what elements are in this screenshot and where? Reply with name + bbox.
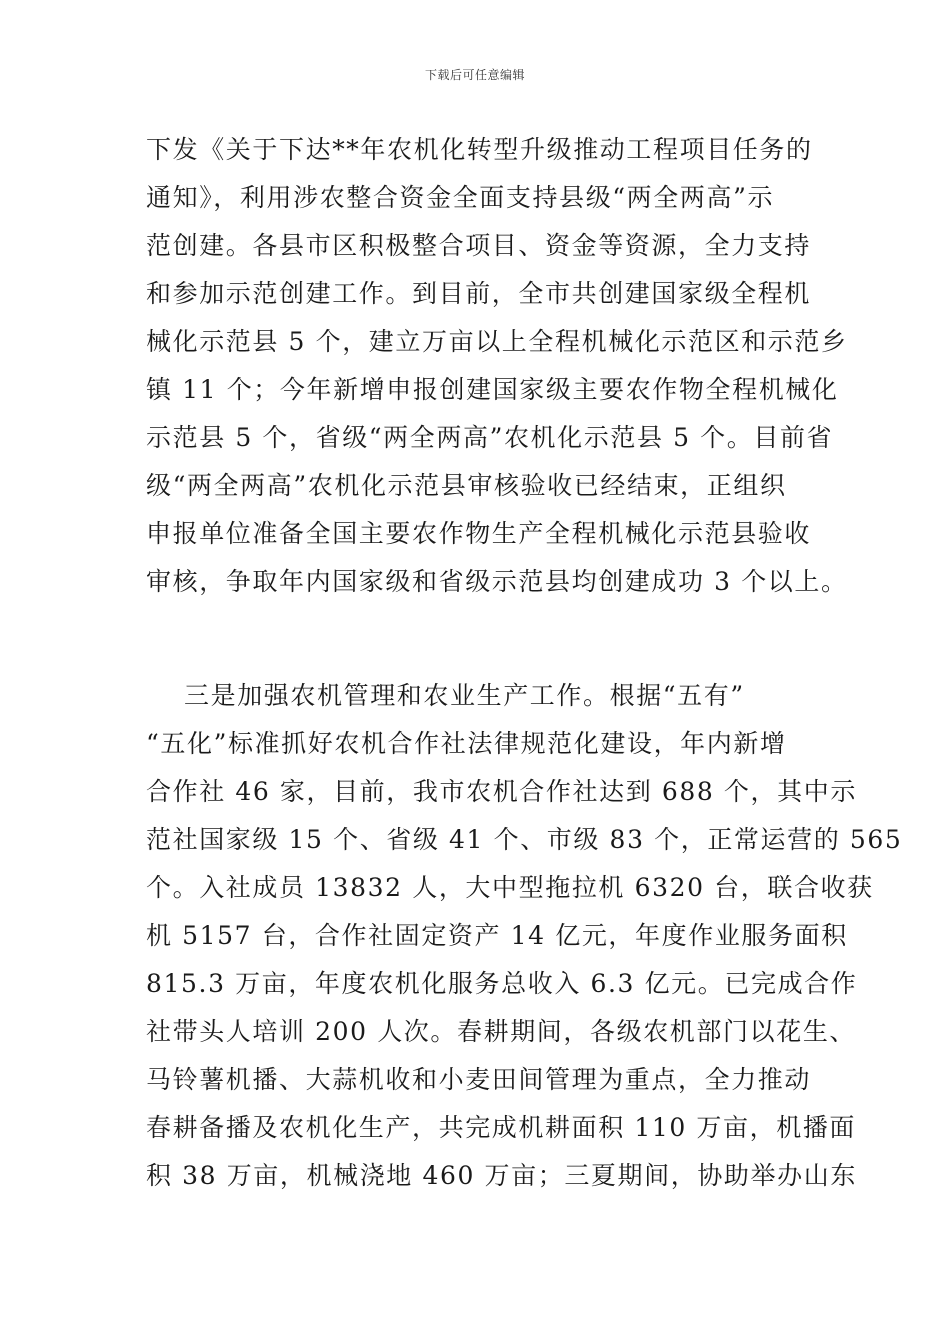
text-line: 815.3 万亩，年度农机化服务总收入 6.3 亿元。已完成合作	[146, 969, 858, 998]
text-line: 审核，争取年内国家级和省级示范县均创建成功 3 个以上。	[146, 567, 848, 596]
text-line: 三是加强农机管理和农业生产工作。根据“五有”	[184, 681, 745, 710]
text-line: 示范县 5 个，省级“两全两高”农机化示范县 5 个。目前省	[146, 423, 834, 452]
text-line: “五化”标准抓好农机合作社法律规范化建设，年内新增	[146, 729, 787, 758]
text-line: 下发《关于下达**年农机化转型升级推动工程项目任务的	[146, 135, 813, 164]
text-line: 级“两全两高”农机化示范县审核验收已经结束，正组织	[146, 471, 787, 500]
text-line: 范创建。各县市区积极整合项目、资金等资源，全力支持	[146, 231, 812, 260]
text-line: 通知》，利用涉农整合资金全面支持县级“两全两高”示	[146, 183, 775, 212]
text-line: 春耕备播及农机化生产，共完成机耕面积 110 万亩，机播面	[146, 1113, 857, 1142]
text-line: 合作社 46 家，目前，我市农机合作社达到 688 个，其中示	[146, 777, 857, 806]
text-line: 个。入社成员 13832 人，大中型拖拉机 6320 台，联合收获	[146, 873, 874, 902]
paragraph-2	[146, 672, 903, 1200]
text-line: 机 5157 台，合作社固定资产 14 亿元，年度作业服务面积	[146, 921, 848, 950]
text-line: 和参加示范创建工作。到目前，全市共创建国家级全程机	[146, 279, 812, 308]
text-line: 马铃薯机播、大蒜机收和小麦田间管理为重点，全力推动	[146, 1065, 812, 1094]
text-line: 械化示范县 5 个，建立万亩以上全程机械化示范区和示范乡	[146, 327, 848, 356]
text-line: 申报单位准备全国主要农作物生产全程机械化示范县验收	[146, 519, 812, 548]
text-line: 社带头人培训 200 人次。春耕期间，各级农机部门以花生、	[146, 1017, 857, 1046]
paragraph-1	[146, 126, 848, 606]
text-line: 积 38 万亩，机械浇地 460 万亩；三夏期间，协助举办山东	[146, 1161, 857, 1190]
header-note: 下载后可任意编辑	[424, 68, 525, 82]
text-line: 范社国家级 15 个、省级 41 个、市级 83 个，正常运营的 565	[146, 825, 903, 854]
text-line: 镇 11 个；今年新增申报创建国家级主要农作物全程机械化	[146, 375, 839, 404]
